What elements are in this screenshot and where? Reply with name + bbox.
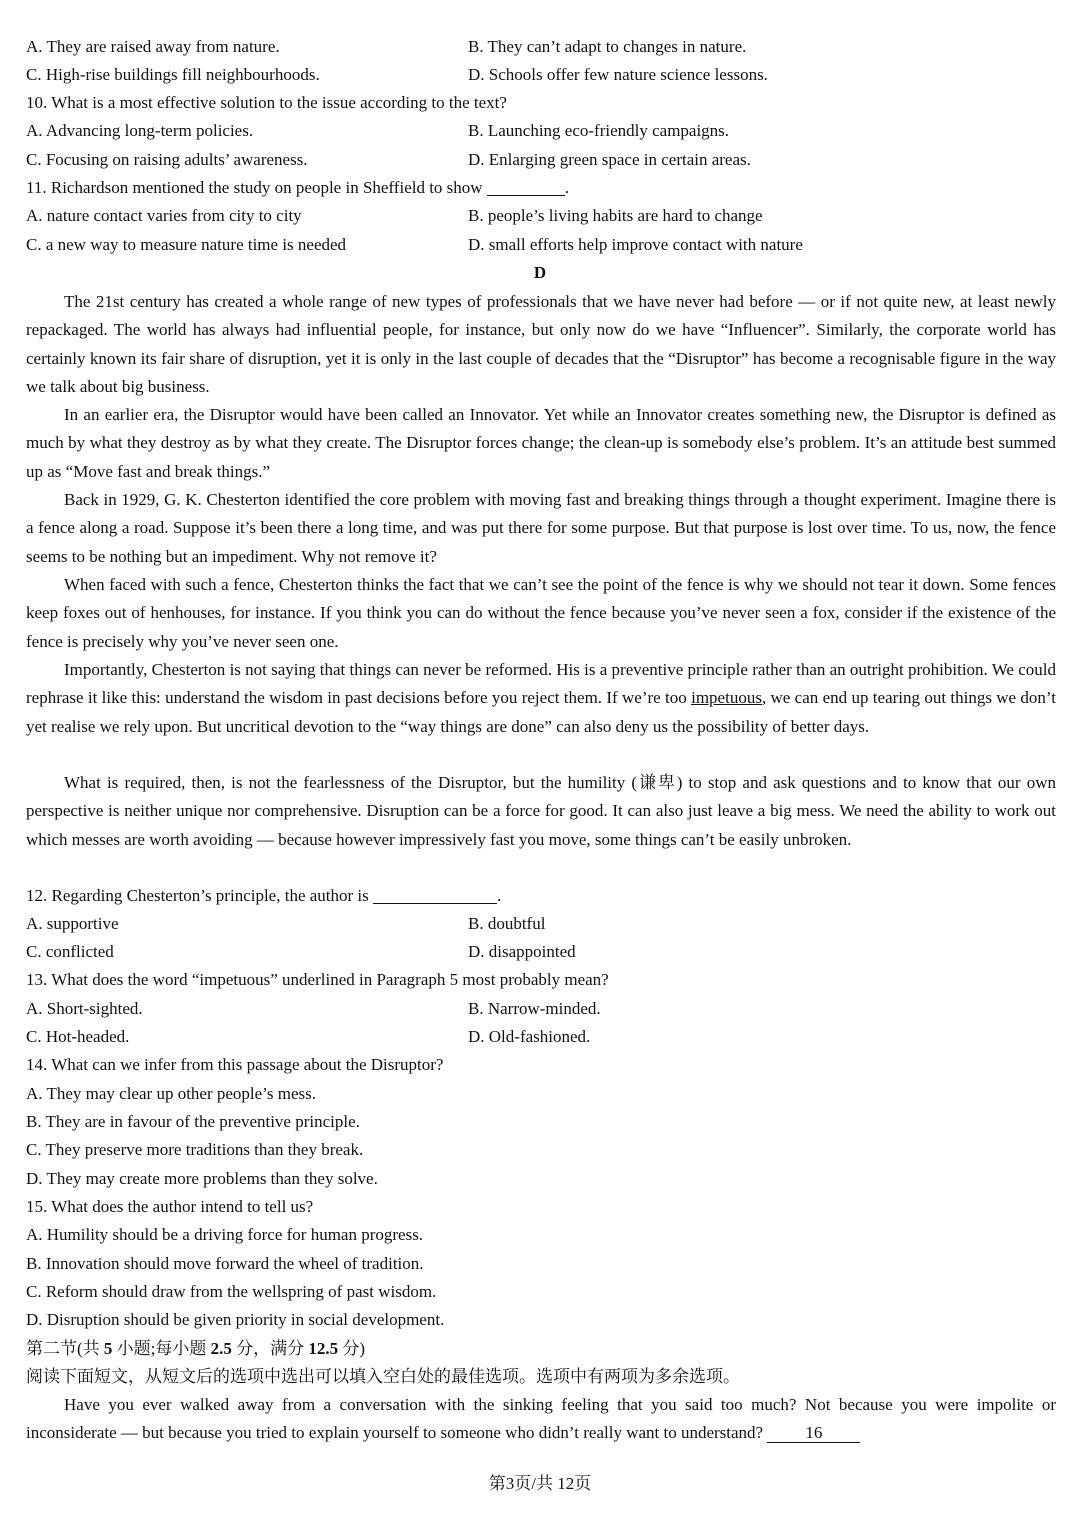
section-2-question-count: 5 — [103, 1339, 113, 1358]
q12-option-d: D. disappointed — [468, 942, 576, 961]
q12-option-b: B. doubtful — [468, 914, 546, 933]
q14-option-b: B. They are in favour of the preventive principle. — [26, 1112, 360, 1131]
q15-option-a: A. Humility should be a driving force for human progress. — [26, 1225, 424, 1244]
q14-option-a: A. They may clear up other people’s mess. — [26, 1084, 317, 1103]
q12-option-a: A. supportive — [26, 914, 119, 933]
q14-option-d: D. They may create more problems than they solve. — [26, 1169, 378, 1188]
q11-options-row-2 — [26, 231, 1054, 259]
q10-stem: 10. What is a most effective solution to the issue according to the text? — [26, 93, 507, 112]
q9-option-b: B. They can’t adapt to changes in nature. — [468, 37, 747, 56]
q10-option-d: D. Enlarging green space in certain areas. — [468, 150, 751, 169]
q13-option-a: A. Short-sighted. — [26, 999, 143, 1018]
q11-option-d: D. small efforts help improve contact with nature — [468, 235, 803, 254]
q12-stem-text: 12. Regarding Chesterton’s principle, the author is — [26, 886, 369, 905]
q10-options-row-2 — [26, 146, 1054, 174]
q12-stem — [26, 882, 1054, 910]
passage-d-paragraph-6 — [26, 769, 1056, 854]
q9-option-c: C. High-rise buildings fill neighbourhoods. — [26, 65, 320, 84]
passage-d-paragraph-2-text: In an earlier era, the Disruptor would have been called an Innovator. Yet while an Innovator creates something new, the Disruptor is defined as much by what they destroy as by what they create. The Disruptor forces change; the clean-up is somebody else’s problem. It’s an attitude best summed up as “Move fast and break things.” — [26, 405, 1056, 481]
passage-d-paragraph-5-text-end: , we can end up tearing out things we don’t yet realise we rely upon. But uncritical devotion to the “way things are done” can also deny us the possibility of better days. — [26, 688, 1057, 736]
passage-d-paragraph-4-text: When faced with such a fence, Chesterton thinks the fact that we can’t see the point of the fence is why we should not tear it down. Some fences keep foxes out of henhouses, for instance. If you think you can do without the fence because you’ve never seen a fox, consider if the existence of the fence is precisely why you’ve never seen one. — [26, 575, 1056, 651]
passage-d-heading: D — [533, 263, 547, 282]
q15-stem: 15. What does the author intend to tell us? — [26, 1197, 314, 1216]
section-2-heading-part: 分，满分 — [231, 1339, 309, 1358]
section-2-heading — [26, 1335, 1054, 1363]
q14-option-c: C. They preserve more traditions than they break. — [26, 1140, 364, 1159]
q11-option-b: B. people’s living habits are hard to change — [468, 206, 763, 225]
q10-option-b: B. Launching eco-friendly campaigns. — [468, 121, 730, 140]
q15-option-c: C. Reform should draw from the wellspring of past wisdom. — [26, 1282, 437, 1301]
q13-option-b: B. Narrow-minded. — [468, 999, 601, 1018]
blank-16-number: 16 — [805, 1423, 823, 1443]
q11-stem — [26, 174, 1054, 202]
section-2-points-each: 2.5 — [210, 1339, 232, 1358]
section-2-instructions: 阅读下面短文，从短文后的选项中选出可以填入空白处的最佳选项。选项中有两项为多余选项。 — [26, 1367, 740, 1386]
q10-option-c: C. Focusing on raising adults’ awareness. — [26, 150, 308, 169]
section-2-heading-part: 小题;每小题 — [112, 1339, 211, 1358]
q14-stem: 14. What can we infer from this passage about the Disruptor? — [26, 1055, 444, 1074]
passage-d-paragraph-4 — [26, 571, 1056, 656]
page-footer: 第3页/共 12页 — [488, 1474, 592, 1493]
q10-options-row-1 — [26, 117, 1054, 145]
q13-options-row-1 — [26, 995, 1054, 1023]
q11-answer-blank — [487, 177, 565, 196]
passage-d-paragraph-5 — [26, 656, 1056, 741]
q11-stem-end: . — [564, 178, 570, 197]
q13-stem: 13. What does the word “impetuous” underlined in Paragraph 5 most probably mean? — [26, 970, 609, 989]
blank-16 — [767, 1424, 860, 1443]
section-2-passage — [26, 1391, 1056, 1448]
q11-option-a: A. nature contact varies from city to city — [26, 206, 302, 225]
q15-option-d: D. Disruption should be given priority in social development. — [26, 1310, 445, 1329]
q12-options-row-1 — [26, 910, 1054, 938]
q13-option-c: C. Hot-headed. — [26, 1027, 130, 1046]
passage-d-paragraph-1 — [26, 288, 1056, 401]
section-2-heading-part: 第二节(共 — [26, 1339, 104, 1358]
q9-options-row-1 — [26, 33, 1054, 61]
q9-options-row-2 — [26, 61, 1054, 89]
underlined-word-impetuous: impetuous — [691, 688, 762, 708]
section-2-points-total: 12.5 — [308, 1339, 339, 1358]
q12-option-c: C. conflicted — [26, 942, 114, 961]
q10-option-a: A. Advancing long-term policies. — [26, 121, 254, 140]
passage-d-paragraph-3-text: Back in 1929, G. K. Chesterton identified the core problem with moving fast and breaking things through a thought experiment. Imagine there is a fence along a road. Suppose it’s been there a long time, and was put there for some purpose. But that purpose is lost over time. To us, now, the fence seems to be nothing but an impediment. Why not remove it? — [26, 490, 1056, 566]
section-2-passage-text: Have you ever walked away from a conversation with the sinking feeling that you said too much? Not because you were impolite or inconsiderate — but because you tried to explain yourself to someone who didn’t really want to understand? — [26, 1395, 1056, 1443]
passage-d-paragraph-3 — [26, 486, 1056, 571]
passage-d-paragraph-1-text: The 21st century has created a whole range of new types of professionals that we have never had before — or if not quite new, at least newly repackaged. The world has always had influential people, for instance, but only now do we have “Influencer”. Similarly, the corporate world has certainly known its fair share of disruption, yet it is only in the last couple of decades that the “Disruptor” has become a recognisable figure in the way we talk about big business. — [26, 292, 1056, 396]
section-2-heading-part: 分) — [338, 1339, 366, 1358]
q11-option-c: C. a new way to measure nature time is needed — [26, 235, 347, 254]
passage-d-paragraph-5-text: Importantly, Chesterton is not saying that things can never be reformed. His is a preventive principle rather than an outright prohibition. We could rephrase it like this: understand the wisdom in past decisions before you reject them. If we’re too — [26, 660, 1056, 708]
q13-option-d: D. Old-fashioned. — [468, 1027, 591, 1046]
q9-option-a: A. They are raised away from nature. — [26, 37, 280, 56]
passage-d-paragraph-6-text: What is required, then, is not the fearlessness of the Disruptor, but the humility (谦卑) to stop and ask questions and to know that our own perspective is neither unique nor comprehensive. Disruption can be a force for good. It can also just leave a big mess. We need the ability to work out which messes are worth avoiding — because however impressively fast you move, some things can’t be easily unbroken. — [26, 773, 1056, 849]
q11-stem-text: 11. Richardson mentioned the study on people in Sheffield to show — [26, 178, 483, 197]
q11-options-row-1 — [26, 202, 1054, 230]
q9-option-d: D. Schools offer few nature science lessons. — [468, 65, 768, 84]
q13-options-row-2 — [26, 1023, 1054, 1051]
q12-stem-end: . — [497, 886, 502, 905]
q12-answer-blank — [373, 885, 497, 904]
q15-option-b: B. Innovation should move forward the wheel of tradition. — [26, 1254, 424, 1273]
q12-options-row-2 — [26, 938, 1054, 966]
passage-d-paragraph-2 — [26, 401, 1056, 486]
